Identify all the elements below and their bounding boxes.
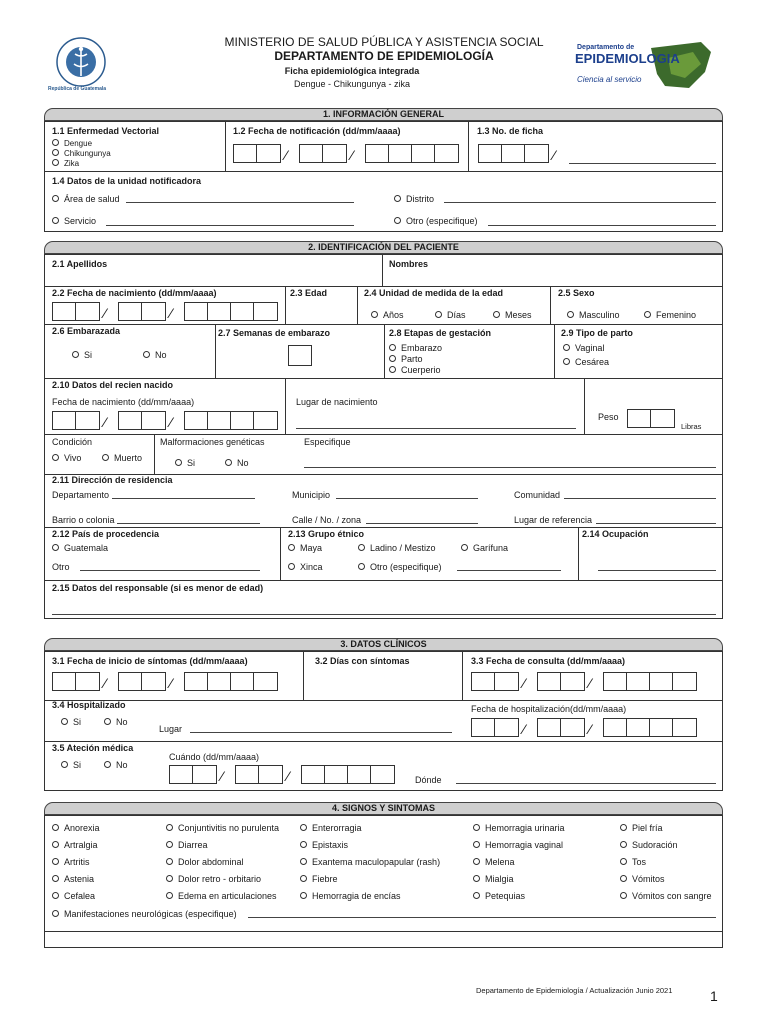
option-ladino[interactable] [358, 543, 436, 554]
logo-big-text: EPIDEMIOLOGIA [575, 51, 680, 66]
option-female[interactable] [644, 310, 696, 321]
other-unit-input-line[interactable] [488, 225, 716, 226]
care-place-input-line[interactable] [456, 783, 716, 784]
radio-icon [473, 875, 480, 882]
hospital-place-input-line[interactable] [190, 732, 452, 733]
weight-unit: Libras [681, 422, 702, 431]
radio-icon [300, 824, 307, 831]
option-label: Servicio [64, 216, 97, 226]
care-year-input[interactable] [301, 765, 395, 784]
radio-icon [473, 858, 480, 865]
radio-icon [52, 858, 59, 865]
consult-year-input[interactable] [603, 672, 697, 691]
radio-icon [166, 892, 173, 899]
date-separator: ⁄ [287, 768, 290, 784]
radio-icon [52, 544, 59, 551]
option-label: No [237, 458, 249, 468]
field-label-condition: Condición [52, 437, 93, 447]
notif-day-input[interactable] [233, 144, 281, 163]
field-label-municipality: Municipio [292, 490, 331, 500]
field-label-hospitalized: 3.4 Hospitalizado [52, 700, 126, 710]
radio-icon [52, 910, 59, 917]
option-pregnant-yes[interactable] [72, 350, 92, 361]
newborn-year-input[interactable] [184, 411, 278, 430]
option-service[interactable] [52, 216, 96, 227]
option-stage-pregnancy[interactable] [389, 343, 442, 354]
radio-icon [52, 875, 59, 882]
radio-icon [166, 841, 173, 848]
symptom-label: Piel fría [632, 823, 663, 833]
field-label-names: Nombres [389, 259, 429, 269]
field-label-street: Calle / No. / zona [292, 515, 362, 525]
option-years[interactable] [371, 310, 404, 321]
notif-year-input[interactable] [365, 144, 459, 163]
symptom-label: Hemorragia vaginal [485, 840, 564, 850]
option-label: Cuerperio [401, 365, 441, 375]
section-4-header: 4. SIGNOS Y SINTOMAS [44, 802, 723, 815]
symptom-label: Astenia [64, 874, 95, 884]
other-ethnic-input-line[interactable] [457, 570, 561, 571]
hosp-year-input[interactable] [603, 718, 697, 737]
malformation-specify-line[interactable] [304, 467, 716, 468]
option-dead[interactable] [102, 453, 142, 464]
hosp-day-input[interactable] [471, 718, 519, 737]
date-separator: ⁄ [351, 147, 354, 163]
radio-icon [620, 858, 627, 865]
field-label-neighborhood: Barrio o colonia [52, 515, 115, 525]
pregnancy-weeks-input[interactable] [288, 345, 312, 366]
field-label-weight: Peso [598, 412, 619, 422]
symptom-label: Vómitos [632, 874, 665, 884]
radio-icon [389, 344, 396, 351]
form-number-suffix-line[interactable] [569, 163, 716, 164]
option-label: Meses [505, 310, 532, 320]
symptom-option[interactable] [166, 840, 208, 851]
radio-icon [166, 824, 173, 831]
radio-icon [104, 761, 111, 768]
care-day-input[interactable] [169, 765, 217, 784]
radio-icon [300, 858, 307, 865]
symptom-label: Melena [485, 857, 515, 867]
symptom-option[interactable] [52, 840, 98, 851]
option-garifuna[interactable] [461, 543, 508, 554]
option-months[interactable] [493, 310, 532, 321]
date-separator: ⁄ [285, 147, 288, 163]
radio-icon [620, 841, 627, 848]
symptom-label: Enterorragia [312, 823, 362, 833]
radio-icon [52, 149, 59, 156]
symptom-label: Edema en articulaciones [178, 891, 277, 901]
field-label-birthplace: Lugar de nacimiento [296, 397, 378, 407]
radio-icon [563, 344, 570, 351]
field-label-medical-care: 3.5 Ateción médica [52, 743, 134, 753]
field-label-community: Comunidad [514, 490, 561, 500]
newborn-month-input[interactable] [118, 411, 166, 430]
radio-icon [143, 351, 150, 358]
radio-icon [102, 454, 109, 461]
field-label-birthdate: 2.2 Fecha de nacimiento (dd/mm/aaaa) [52, 288, 217, 298]
option-other-unit[interactable] [394, 216, 478, 227]
radio-icon [371, 311, 378, 318]
field-label-delivery-type: 2.9 Tipo de parto [561, 328, 633, 338]
symptom-option[interactable] [473, 874, 514, 885]
date-separator: ⁄ [104, 675, 107, 691]
symptom-option[interactable] [52, 823, 100, 834]
date-separator: ⁄ [170, 414, 173, 430]
symptom-option[interactable] [300, 857, 440, 868]
date-separator: ⁄ [170, 675, 173, 691]
radio-icon [473, 824, 480, 831]
field-label-vector-disease: 1.1 Enfermedad Vectorial [52, 126, 160, 136]
field-label-form-number: 1.3 No. de ficha [477, 126, 544, 136]
option-days[interactable] [435, 310, 466, 321]
option-maya[interactable] [288, 543, 322, 554]
option-malformation-yes[interactable] [175, 458, 195, 469]
radio-icon [563, 358, 570, 365]
symptom-label: Epistaxis [312, 840, 349, 850]
radio-icon [620, 824, 627, 831]
number-separator: ⁄ [553, 147, 556, 163]
field-label-ethnic-group: 2.13 Grupo étnico [288, 529, 365, 539]
option-malformation-no[interactable] [225, 458, 249, 469]
field-label-occupation: 2.14 Ocupación [582, 529, 649, 539]
birthplace-input-line[interactable] [296, 428, 576, 429]
option-label: Si [187, 458, 196, 468]
department-input-line[interactable] [112, 498, 255, 499]
field-label-symptom-onset: 3.1 Fecha de inicio de síntomas (dd/mm/aaaa) [52, 656, 248, 666]
option-zika[interactable] [52, 158, 79, 169]
radio-icon [52, 892, 59, 899]
field-label-reporting-unit: 1.4 Datos de la unidad notificadora [52, 176, 202, 186]
option-label: No [116, 717, 128, 727]
radio-icon [52, 454, 59, 461]
option-label: Distrito [406, 194, 435, 204]
option-hosp-no[interactable] [104, 717, 128, 728]
notif-month-input[interactable] [299, 144, 347, 163]
option-label: Parto [401, 354, 423, 364]
field-label-place: Lugar [159, 724, 183, 734]
radio-icon [394, 217, 401, 224]
logo-tagline: Ciencia al servicio [577, 75, 642, 84]
symptom-option[interactable] [620, 891, 712, 902]
radio-icon [288, 563, 295, 570]
option-cesarean[interactable] [563, 357, 609, 368]
date-separator: ⁄ [589, 675, 592, 691]
symptom-option[interactable] [300, 874, 338, 885]
symptom-option[interactable] [300, 840, 348, 851]
symptom-label: Hemorragia de encías [312, 891, 401, 901]
date-separator: ⁄ [104, 414, 107, 430]
symptom-option[interactable] [473, 891, 525, 902]
option-label: Muerto [114, 453, 143, 463]
radio-icon [620, 892, 627, 899]
option-label: Masculino [579, 310, 620, 320]
option-label: Otro (especifique) [406, 216, 478, 226]
option-label: Vivo [64, 453, 82, 463]
occupation-input-line[interactable] [598, 570, 716, 571]
service-input-line[interactable] [106, 225, 354, 226]
option-label: No [155, 350, 167, 360]
option-other-ethnic[interactable] [358, 562, 442, 573]
radio-icon [461, 544, 468, 551]
radio-icon [473, 841, 480, 848]
option-label: Garífuna [473, 543, 509, 553]
field-label-origin-country: 2.12 País de procedencia [52, 529, 160, 539]
community-input-line[interactable] [564, 498, 716, 499]
option-district[interactable] [394, 194, 434, 205]
weight-input[interactable] [627, 409, 675, 428]
symptom-label: Sudoración [632, 840, 678, 850]
symptom-option[interactable] [473, 857, 515, 868]
option-guatemala[interactable] [52, 543, 108, 554]
radio-icon [72, 351, 79, 358]
district-input-line[interactable] [444, 202, 716, 203]
option-label: Si [73, 760, 82, 770]
field-label-age: 2.3 Edad [290, 288, 328, 298]
form-title: Ficha epidemiológica integrada [284, 66, 420, 76]
onset-year-input[interactable] [184, 672, 278, 691]
radio-icon [389, 355, 396, 362]
option-label: Xinca [300, 562, 323, 572]
symptom-label: Diarrea [178, 840, 208, 850]
symptom-option[interactable] [52, 874, 94, 885]
option-label: Ladino / Mestizo [370, 543, 436, 553]
option-label: Dengue [64, 139, 93, 148]
symptom-label: Cefalea [64, 891, 96, 901]
symptom-label: Mialgia [485, 874, 514, 884]
option-label: Manifestaciones neurológicas (especifique) [64, 909, 237, 919]
field-label-department: Departamento [52, 490, 110, 500]
symptom-label: Exantema maculopapular (rash) [312, 857, 441, 867]
date-separator: ⁄ [589, 721, 592, 737]
page-number: 1 [710, 988, 718, 1004]
option-label: Guatemala [64, 543, 109, 553]
symptom-label: Fiebre [312, 874, 338, 884]
radio-icon [493, 311, 500, 318]
epidemiology-logo [573, 38, 723, 94]
hosp-month-input[interactable] [537, 718, 585, 737]
symptom-label: Dolor retro - orbitario [178, 874, 262, 884]
care-month-input[interactable] [235, 765, 283, 784]
symptom-option[interactable] [52, 857, 90, 868]
symptom-option[interactable] [300, 823, 362, 834]
field-label-specify: Especifique [304, 437, 351, 447]
date-separator: ⁄ [523, 675, 526, 691]
birth-month-input[interactable] [118, 302, 166, 321]
field-label-residence: 2.11 Dirección de residencia [52, 475, 173, 485]
radio-icon [61, 718, 68, 725]
radio-icon [52, 217, 59, 224]
radio-icon [644, 311, 651, 318]
symptom-label: Artritis [64, 857, 90, 867]
ministry-title: MINISTERIO DE SALUD PÚBLICA Y ASISTENCIA SOCIAL [224, 35, 544, 49]
radio-icon [175, 459, 182, 466]
option-stage-puerperium[interactable] [389, 365, 441, 376]
neighborhood-input-line[interactable] [117, 523, 260, 524]
birth-year-input[interactable] [184, 302, 278, 321]
option-care-yes[interactable] [61, 760, 81, 771]
option-label: Si [73, 717, 82, 727]
field-label-consult-date: 3.3 Fecha de consulta (dd/mm/aaaa) [471, 656, 626, 666]
option-label: Femenino [656, 310, 697, 320]
symptom-label: Petequias [485, 891, 526, 901]
symptom-label: Tos [632, 857, 647, 867]
option-xinca[interactable] [288, 562, 323, 573]
option-male[interactable] [567, 310, 620, 321]
radio-icon [61, 761, 68, 768]
field-label-surnames: 2.1 Apellidos [52, 259, 108, 269]
symptom-label: Anorexia [64, 823, 100, 833]
disease-list: Dengue - Chikungunya - zika [293, 79, 411, 89]
radio-icon [225, 459, 232, 466]
section-1-header: 1. INFORMACIÓN GENERAL [44, 108, 723, 121]
radio-icon [435, 311, 442, 318]
newborn-day-input[interactable] [52, 411, 100, 430]
option-stage-birth[interactable] [389, 354, 423, 365]
other-country-input-line[interactable] [80, 570, 260, 571]
symptom-option[interactable] [620, 857, 646, 868]
onset-day-input[interactable] [52, 672, 100, 691]
field-label-age-unit: 2.4 Unidad de medida de la edad [364, 288, 504, 298]
symptom-option[interactable] [473, 823, 565, 834]
option-label: Zika [64, 159, 80, 168]
date-separator: ⁄ [170, 305, 173, 321]
symptom-option[interactable] [620, 874, 665, 885]
symptom-option[interactable] [166, 891, 277, 902]
radio-icon [166, 858, 173, 865]
date-separator: ⁄ [104, 305, 107, 321]
street-input-line[interactable] [366, 523, 478, 524]
symptom-option[interactable] [52, 891, 95, 902]
field-label-sex: 2.5 Sexo [558, 288, 595, 298]
option-label: Años [383, 310, 404, 320]
area-input-line[interactable] [126, 202, 354, 203]
symptom-label: Vómitos con sangre [632, 891, 712, 901]
section-2-header: 2. IDENTIFICACIÓN DEL PACIENTE [44, 241, 723, 254]
radio-icon [620, 875, 627, 882]
symptom-option[interactable] [166, 823, 279, 834]
option-hosp-yes[interactable] [61, 717, 81, 728]
option-label: Días [447, 310, 466, 320]
field-label-hosp-date: Fecha de hospitalización(dd/mm/aaaa) [471, 704, 627, 714]
option-label: Vaginal [575, 343, 605, 353]
radio-icon [300, 841, 307, 848]
radio-icon [567, 311, 574, 318]
radio-icon [300, 892, 307, 899]
option-alive[interactable] [52, 453, 81, 464]
symptom-option[interactable] [473, 840, 563, 851]
radio-icon [166, 875, 173, 882]
radio-icon [300, 875, 307, 882]
symptom-option[interactable] [300, 891, 401, 902]
radio-icon [52, 139, 59, 146]
option-care-no[interactable] [104, 760, 128, 771]
option-label: Cesárea [575, 357, 610, 367]
form-number-input[interactable] [478, 144, 549, 163]
symptom-option[interactable] [620, 840, 678, 851]
option-label: Área de salud [64, 194, 120, 204]
radio-icon [358, 563, 365, 570]
municipality-input-line[interactable] [336, 498, 478, 499]
radio-icon [52, 195, 59, 202]
option-label: Otro (especifique) [370, 562, 442, 572]
option-label: Chikungunya [64, 149, 111, 158]
symptom-option[interactable] [166, 874, 261, 885]
field-label-gestation-stage: 2.8 Etapas de gestación [389, 328, 492, 338]
footer-text: Departamento de Epidemiología / Actualización Junio 2021 [476, 986, 673, 995]
radio-icon [52, 824, 59, 831]
symptom-option[interactable] [620, 823, 663, 834]
symptom-option[interactable] [166, 857, 244, 868]
birth-day-input[interactable] [52, 302, 100, 321]
option-pregnant-no[interactable] [143, 350, 167, 361]
field-label-guardian: 2.15 Datos del responsable (si es menor de edad) [52, 583, 264, 593]
symptom-label: Artralgia [64, 840, 98, 850]
option-label: Si [84, 350, 93, 360]
radio-icon [473, 892, 480, 899]
option-label: Embarazo [401, 343, 443, 353]
field-label-pregnant: 2.6 Embarazada [52, 326, 121, 336]
radio-icon [389, 366, 396, 373]
option-label: No [116, 760, 128, 770]
option-area[interactable] [52, 194, 120, 205]
radio-icon [52, 841, 59, 848]
radio-icon [358, 544, 365, 551]
neuro-specify-line[interactable] [248, 917, 716, 918]
onset-month-input[interactable] [118, 672, 166, 691]
section-3-header: 3. DATOS CLÍNICOS [44, 638, 723, 651]
option-label: Maya [300, 543, 323, 553]
field-label-notification-date: 1.2 Fecha de notificación (dd/mm/aaaa) [233, 126, 401, 136]
option-vaginal[interactable] [563, 343, 604, 354]
symptom-label: Hemorragia urinaria [485, 823, 565, 833]
guardian-input-line[interactable] [52, 614, 716, 615]
consult-month-input[interactable] [537, 672, 585, 691]
consult-day-input[interactable] [471, 672, 519, 691]
field-label-other-country: Otro [52, 562, 70, 572]
field-label-when: Cuándo (dd/mm/aaaa) [169, 752, 260, 762]
seal-caption: República de Guatemala [48, 86, 107, 92]
radio-icon [104, 718, 111, 725]
logo-small-text: Departamento de [577, 44, 635, 51]
symptom-label: Dolor abdominal [178, 857, 244, 867]
field-label-symptom-days: 3.2 Días con síntomas [315, 656, 410, 666]
radio-icon [288, 544, 295, 551]
radio-icon [52, 159, 59, 166]
field-label-pregnancy-weeks: 2.7 Semanas de embarazo [218, 328, 331, 338]
field-label-malformations: Malformaciones genéticas [160, 437, 265, 447]
field-label-newborn: 2.10 Datos del recien nacido [52, 380, 174, 390]
symptom-label: Conjuntivitis no purulenta [178, 823, 280, 833]
field-label-reference: Lugar de referencia [514, 515, 593, 525]
field-label-newborn-birthdate: Fecha de nacimiento (dd/mm/aaaa) [52, 397, 195, 407]
department-title: DEPARTAMENTO DE EPIDEMIOLOGÍA [274, 49, 494, 63]
option-neuro[interactable] [52, 909, 237, 920]
radio-icon [394, 195, 401, 202]
date-separator: ⁄ [221, 768, 224, 784]
date-separator: ⁄ [523, 721, 526, 737]
field-label-where: Dónde [415, 775, 442, 785]
reference-input-line[interactable] [596, 523, 716, 524]
